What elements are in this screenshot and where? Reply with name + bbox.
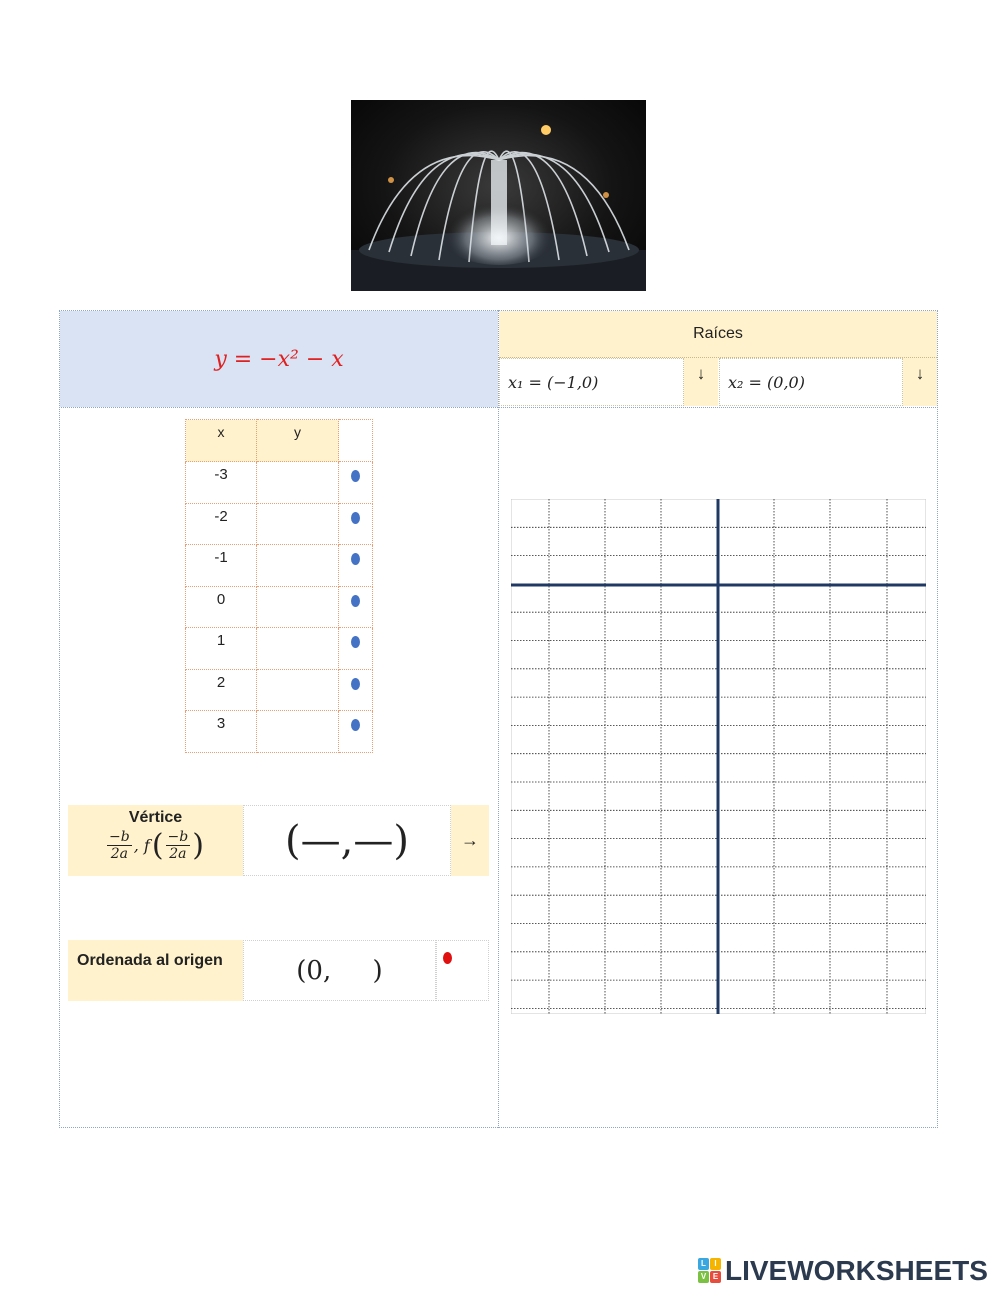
equation-cell <box>60 311 498 407</box>
ordenada-label: Ordenada al origen <box>68 940 243 1001</box>
coordinate-grid[interactable] <box>511 499 926 1014</box>
y-input[interactable] <box>257 669 339 711</box>
header-x: x <box>186 420 257 462</box>
root-x2-field[interactable]: x₂ = (0,0) <box>719 358 903 406</box>
y-input[interactable] <box>257 545 339 587</box>
logo-text: LIVEWORKSHEETS <box>725 1255 988 1286</box>
ordenada-dot-cell <box>436 940 489 1001</box>
vertex-formula: $\frac{-b}{2a}$ , f ( $\frac{-b}{2a}$ ) <box>109 827 204 863</box>
point-dot[interactable] <box>351 678 360 690</box>
table-row: -1 <box>186 545 373 587</box>
root-x1-field[interactable]: x₁ = (−1,0) <box>499 358 684 406</box>
point-dot[interactable] <box>351 512 360 524</box>
y-input[interactable] <box>257 503 339 545</box>
table-row: -3 <box>186 462 373 504</box>
table-row: 0 <box>186 586 373 628</box>
vertex-answer[interactable]: (—,—) <box>243 805 451 876</box>
table-row: 1 <box>186 628 373 670</box>
point-dot[interactable] <box>351 470 360 482</box>
arrow-right-icon: → <box>461 830 479 850</box>
point-dot[interactable] <box>351 636 360 648</box>
liveworksheets-logo <box>698 1256 988 1286</box>
point-dot[interactable] <box>351 719 360 731</box>
table-row: 3 <box>186 711 373 753</box>
y-input[interactable] <box>257 711 339 753</box>
ordenada-point-dot[interactable] <box>443 952 452 964</box>
y-input[interactable] <box>257 628 339 670</box>
point-dot[interactable] <box>351 595 360 607</box>
vertex-button[interactable] <box>451 805 489 876</box>
fountain-photo <box>351 100 646 291</box>
arrow-down-icon: ↓ <box>696 364 706 383</box>
equation-text: y = −x² − x <box>214 346 344 372</box>
root-x1-button[interactable] <box>684 358 718 406</box>
row-divider <box>59 407 938 408</box>
point-dot[interactable] <box>351 553 360 565</box>
xy-table <box>185 419 373 753</box>
vertex-title: Vértice <box>128 809 183 826</box>
header-y: y <box>257 420 339 462</box>
table-row: 2 <box>186 669 373 711</box>
column-divider <box>498 310 499 1128</box>
y-input[interactable] <box>257 462 339 504</box>
roots-title: Raíces <box>499 311 937 358</box>
ordenada-answer[interactable]: (0, ) <box>243 940 436 1001</box>
logo-mark-icon: L I V E <box>698 1258 722 1284</box>
table-row: -2 <box>186 503 373 545</box>
root-x2-button[interactable] <box>903 358 937 406</box>
arrow-down-icon: ↓ <box>915 364 925 383</box>
vertex-label <box>68 805 243 876</box>
y-input[interactable] <box>257 586 339 628</box>
